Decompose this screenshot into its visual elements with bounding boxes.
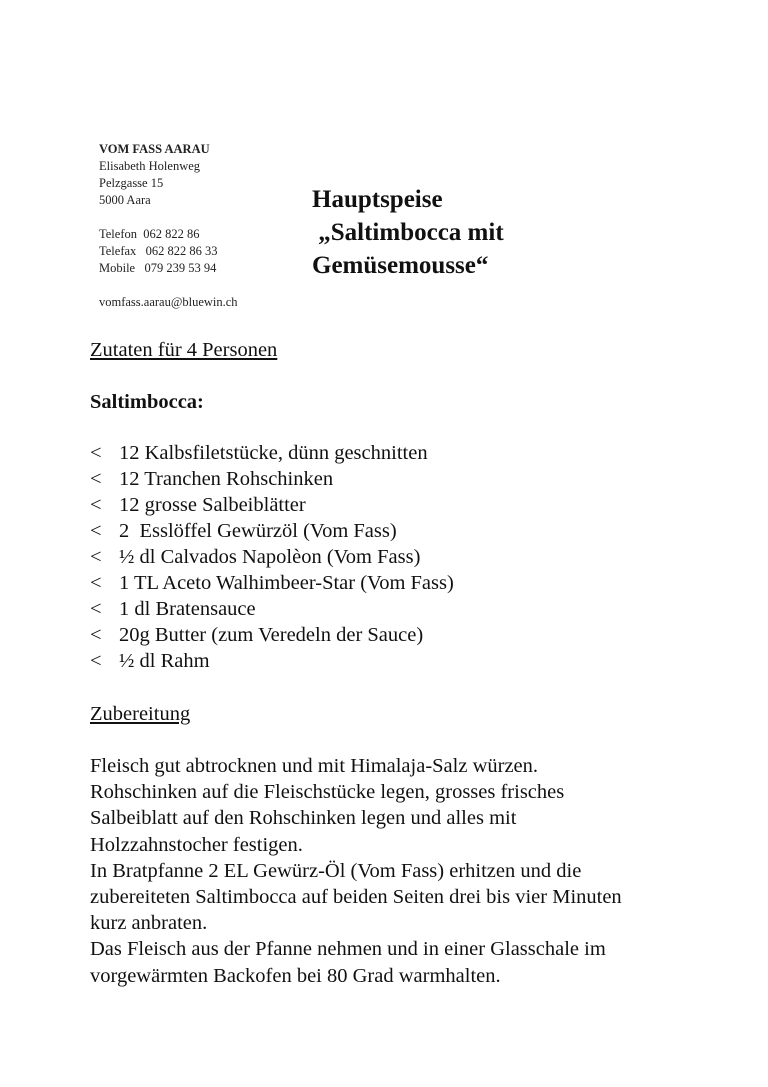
preparation-text [90, 753, 710, 989]
bullet-marker: < [90, 624, 102, 646]
bullet-marker: < [90, 520, 102, 542]
bullet-marker: < [90, 442, 102, 464]
ingredient-text: 12 Kalbsfiletstücke, dünn geschnitten [119, 442, 428, 464]
mobile: Mobile 079 239 53 94 [99, 261, 217, 275]
title-line: Hauptspeise [312, 186, 443, 213]
preparation-line: Holzzahnstocher festigen. [90, 833, 303, 856]
preparation-line: vorgewärmten Backofen bei 80 Grad warmhalten. [90, 964, 501, 987]
title-line: „Saltimbocca mit [312, 219, 504, 246]
bullet-marker: < [90, 494, 102, 516]
bullet-marker: < [90, 546, 102, 568]
ingredient-item [90, 466, 454, 492]
fax: Telefax 062 822 86 33 [99, 244, 218, 258]
ingredient-text: ½ dl Calvados Napolèon (Vom Fass) [119, 546, 421, 568]
ingredient-text: 2 Esslöffel Gewürzöl (Vom Fass) [119, 520, 397, 542]
ingredient-text: 20g Butter (zum Veredeln der Sauce) [119, 624, 424, 646]
preparation-line: Rohschinken auf die Fleischstücke legen, grosses frisches [90, 781, 565, 804]
bullet-marker: < [90, 572, 102, 594]
ingredient-text: ½ dl Rahm [119, 650, 210, 672]
section-heading: Saltimbocca: [90, 391, 204, 413]
page-title [312, 183, 504, 282]
ingredient-list [90, 440, 454, 674]
ingredient-item [90, 492, 454, 518]
preparation-line: zubereiteten Saltimbocca auf beiden Seiten drei bis vier Minuten [90, 886, 622, 909]
ingredient-item [90, 570, 454, 596]
bullet-marker: < [90, 468, 102, 490]
ingredient-item [90, 622, 454, 648]
contact-name: Elisabeth Holenweg [99, 159, 201, 173]
preparation-line: Fleisch gut abtrocknen und mit Himalaja-Salz würzen. [90, 755, 539, 777]
city: 5000 Aara [99, 193, 151, 207]
ingredient-text: 12 Tranchen Rohschinken [119, 468, 334, 490]
title-line: Gemüsemousse“ [312, 252, 489, 279]
bullet-marker: < [90, 650, 102, 672]
ingredient-item [90, 544, 454, 570]
email: vomfass.aarau@bluewin.ch [99, 295, 238, 309]
ingredient-item [90, 648, 454, 674]
phone: Telefon 062 822 86 [99, 227, 200, 241]
company-name: VOM FASS AARAU [99, 142, 210, 156]
preparation-line: Das Fleisch aus der Pfanne nehmen und in einer Glasschale im [90, 938, 606, 961]
preparation-line: kurz anbraten. [90, 912, 208, 935]
preparation-heading: Zubereitung [90, 703, 191, 725]
preparation-line: Salbeiblatt auf den Rohschinken legen und alles mit [90, 807, 517, 830]
ingredient-text: 1 dl Bratensauce [119, 598, 256, 620]
ingredient-item [90, 596, 454, 622]
bullet-marker: < [90, 598, 102, 620]
ingredients-heading: Zutaten für 4 Personen [90, 339, 278, 361]
street: Pelzgasse 15 [99, 176, 164, 190]
ingredient-text: 1 TL Aceto Walhimbeer-Star (Vom Fass) [119, 572, 454, 594]
contact-block [99, 141, 238, 311]
ingredient-text: 12 grosse Salbeiblätter [119, 494, 306, 516]
ingredient-item [90, 518, 454, 544]
preparation-line: In Bratpfanne 2 EL Gewürz-Öl (Vom Fass) erhitzen und die [90, 859, 582, 882]
ingredient-item [90, 440, 454, 466]
